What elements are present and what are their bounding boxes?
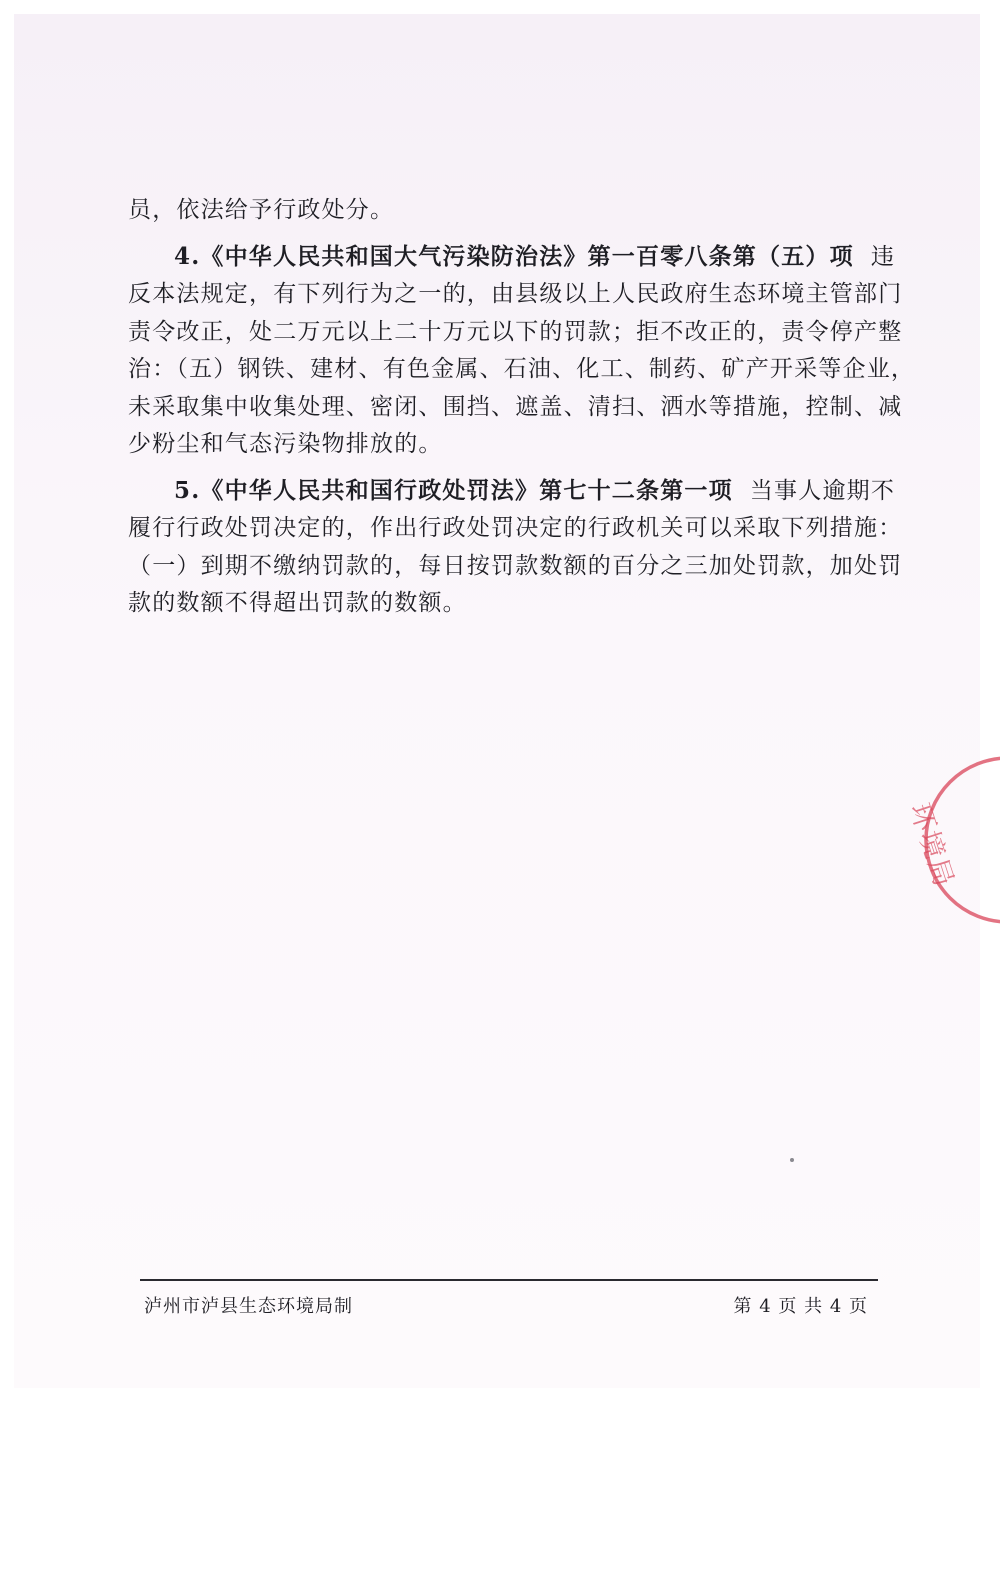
official-seal-stamp (880, 755, 1000, 925)
svg-text:环境局: 环境局 (903, 799, 960, 892)
body-line: 履行行政处罚决定的，作出行政处罚决定的行政机关可以采取下列措施： (128, 515, 903, 541)
body-line: 未采取集中收集处理、密闭、围挡、遮盖、清扫、洒水等措施，控制、减 (128, 393, 903, 420)
law-5-text-start: 当事人逾期不 (749, 477, 896, 504)
scan-speck (790, 1158, 794, 1162)
law-4-first-line (128, 238, 896, 277)
document-body (128, 192, 916, 623)
law-5-title: 5.《中华人民共和国行政处罚法》第七十二条第一项 (174, 476, 733, 504)
law-4-title: 4.《中华人民共和国大气污染防治法》第一百零八条第（五）项 (174, 242, 854, 270)
page-number: 第 4 页 共 4 页 (733, 1296, 868, 1317)
body-line: 员，依法给予行政处分。 (128, 197, 395, 223)
law-4-text-start: 违 (870, 243, 896, 270)
law-5-first-line (128, 472, 896, 511)
body-line: 款的数额不得超出罚款的数额。 (128, 590, 467, 616)
footer-divider (140, 1279, 878, 1281)
footer-issuer: 泸州市泸县生态环境局制 (144, 1296, 353, 1317)
body-line: 少粉尘和气态污染物排放的。 (128, 431, 443, 457)
body-line: （一）到期不缴纳罚款的，每日按罚款数额的百分之三加处罚款，加处罚 (128, 552, 903, 579)
body-line: 责令改正，处二万元以上二十万元以下的罚款；拒不改正的，责令停产整 (128, 318, 903, 345)
body-line: 治：（五）钢铁、建材、有色金属、石油、化工、制药、矿产开采等企业， (128, 356, 916, 382)
body-line: 反本法规定，有下列行为之一的，由县级以上人民政府生态环境主管部门 (128, 281, 903, 307)
